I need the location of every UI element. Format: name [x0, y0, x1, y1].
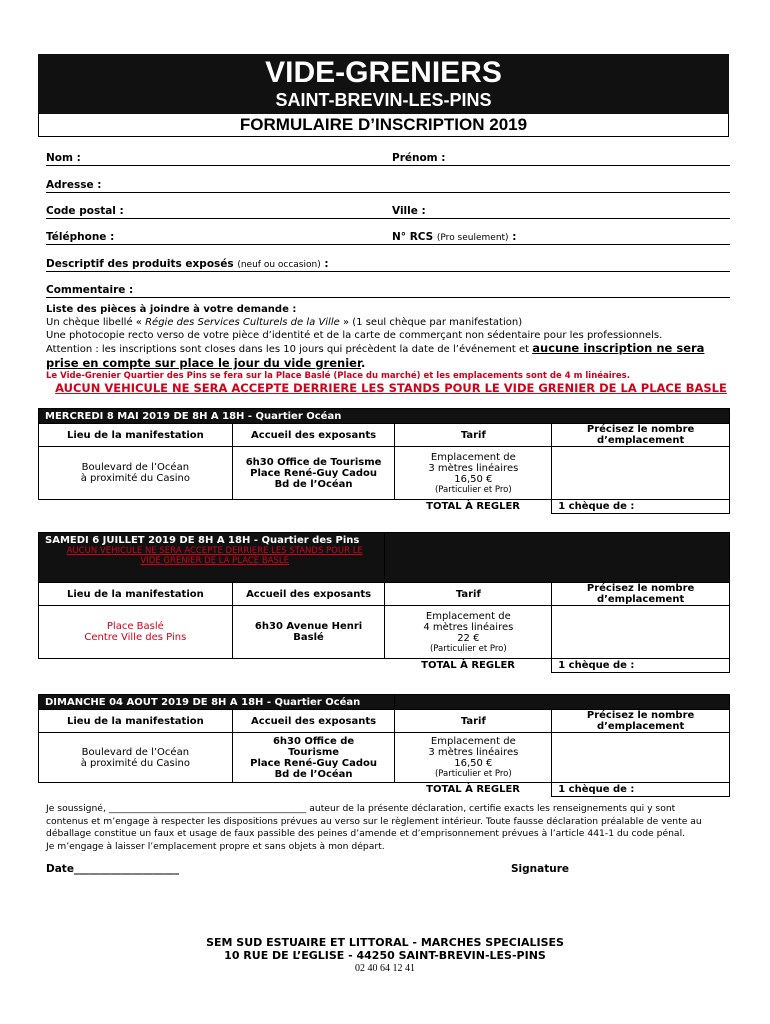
event-2-tarif [385, 606, 552, 659]
lieu-header: Lieu de la manifestation [39, 424, 233, 447]
tarif-header: Tarif [395, 424, 552, 447]
accueil-line: Place René-Guy Cadou [250, 467, 377, 479]
pieces-line-3c: prise en compte sur place le jour du vide grenier [46, 356, 361, 370]
nom-label: Nom : [46, 152, 81, 164]
lieu-line: Boulevard de l’Océan [81, 746, 190, 758]
pieces-section [46, 303, 736, 382]
rcs-text: N° RCS [392, 231, 434, 243]
tarif-line: Emplacement de [430, 736, 516, 747]
descriptif-note: (neuf ou occasion) [237, 260, 321, 270]
lieu-line: Centre Ville des Pins [84, 632, 187, 643]
descriptif-field[interactable] [46, 271, 730, 272]
rcs-note: (Pro seulement) [436, 233, 509, 243]
event-3-quantity-input[interactable] [552, 733, 730, 783]
spacer [39, 659, 233, 673]
declaration-line: Je soussigné, ___________________________________________ auteur de la présente déclaration, certifie exacts les renseignements qui y sont [46, 803, 676, 814]
tarif-line: Emplacement de [425, 610, 511, 622]
lieu-line: Place Baslé [106, 621, 164, 632]
event-table-1 [38, 408, 730, 514]
accueil-line: Place René-Guy Cadou [250, 757, 377, 769]
precisez-header: Précisez le nombre d’emplacement [552, 710, 730, 733]
adresse-field[interactable] [46, 192, 730, 193]
pieces-title: Liste des pièces à joindre à votre demande : [46, 304, 297, 315]
lieu-line: à proximité du Casino [80, 473, 190, 484]
event-3-tarif [395, 733, 552, 783]
event-3-lieu [39, 733, 233, 783]
event-table-2 [38, 532, 730, 673]
spacer [39, 500, 233, 514]
accueil-line: 6h30 Avenue Henri [254, 621, 363, 632]
accueil-line: Bd de l’Océan [274, 768, 353, 780]
event-2-warning-1: AUCUN VEHICULE NE SERA ACCEPTE DERRIERE LES STANDS POUR LE [66, 546, 363, 556]
event-1-total-label: TOTAL À REGLER [395, 500, 552, 514]
tarif-line: 3 mètres linéaires [428, 462, 519, 474]
accueil-header: Accueil des exposants [232, 710, 395, 733]
descriptif-label [46, 258, 329, 270]
lieu-header: Lieu de la manifestation [39, 710, 233, 733]
event-2-accueil [232, 606, 385, 659]
footer [0, 936, 770, 975]
tarif-note: (Particulier et Pro) [434, 484, 512, 495]
commentaire-field[interactable] [46, 297, 730, 298]
footer-line-1: SEM SUD ESTUAIRE ET LITTORAL - MARCHES SPECIALISES [206, 936, 564, 949]
event-3-accueil [232, 733, 395, 783]
precisez-header: Précisez le nombre d’emplacement [552, 424, 730, 447]
rcs-colon: : [512, 231, 517, 243]
tarif-line: 4 mètres linéaires [423, 621, 514, 633]
event-1-lieu [39, 447, 233, 500]
event-1-header: MERCREDI 8 MAI 2019 DE 8H A 18H - Quartier Océan [39, 409, 730, 424]
lieu-line: à proximité du Casino [80, 757, 190, 769]
event-1-accueil [232, 447, 395, 500]
event-3-cheque-field[interactable]: 1 chèque de : [552, 783, 730, 797]
event-3-header: DIMANCHE 04 AOUT 2019 DE 8H A 18H - Quartier Océan [39, 695, 395, 710]
descriptif-text: Descriptif des produits exposés [46, 258, 234, 270]
page-subtitle: SAINT-BREVIN-LES-PINS [275, 90, 492, 110]
tarif-note: (Particulier et Pro) [434, 769, 512, 779]
declaration-line: Je m’engage à laisser l’emplacement propre et sans objets à mon départ. [46, 840, 385, 852]
tarif-line: 22 € [457, 632, 480, 644]
form-header [38, 54, 729, 138]
descriptif-colon: : [324, 258, 329, 270]
prenom-label: Prénom : [392, 152, 446, 164]
pieces-line-3d: . [361, 356, 366, 370]
pieces-line-3a: Attention : les inscriptions sont closes dans les 10 jours qui précèdent la date de l’événement et [46, 344, 530, 355]
pins-note: Le Vide-Grenier Quartier des Pins se fera sur la Place Baslé (Place du marché) et les emplacements sont de 4 m linéaires. [46, 371, 630, 381]
lieu-header: Lieu de la manifestation [39, 583, 233, 606]
pieces-line-1 [46, 316, 736, 329]
event-2-quantity-input[interactable] [552, 606, 730, 659]
tarif-header: Tarif [385, 583, 552, 606]
declaration-line: déballage constitue un faux et usage de faux passible des peines d’amende et d’emprisonnement prévues à l’article 441-1 du code pénal. [46, 828, 686, 839]
pieces-line-1a: Un chèque libellé « [46, 317, 142, 328]
nom-field[interactable] [46, 165, 730, 166]
accueil-line: Baslé [293, 632, 324, 643]
pieces-line-3 [46, 342, 736, 356]
event-2-cheque-field[interactable]: 1 chèque de : [552, 659, 730, 673]
adresse-label: Adresse : [46, 179, 102, 191]
signature-field[interactable]: Signature [511, 863, 570, 875]
tarif-line: 16,50 € [454, 758, 493, 769]
spacer [39, 783, 233, 797]
event-1-tarif [395, 447, 552, 500]
event-2-header: SAMEDI 6 JUILLET 2019 DE 8H A 18H - Quartier des Pins [45, 535, 360, 546]
event-1-cheque-field[interactable]: 1 chèque de : [552, 500, 730, 514]
accueil-line: 6h30 Office de Tourisme [245, 456, 382, 468]
accueil-line: Bd de l’Océan [274, 478, 353, 490]
event-2-header-cell [39, 533, 385, 583]
header-banner [38, 54, 729, 114]
form-title: FORMULAIRE D’INSCRIPTION 2019 [38, 114, 729, 137]
footer-phone: 02 40 64 12 41 [355, 963, 415, 974]
accueil-line: 6h30 Office de [272, 735, 355, 747]
declaration-line: contenus et m’engage à respecter les dispositions prévues au verso sur le règlement intérieur. Toute fausse déclaration préalable de vente au [46, 815, 702, 827]
tarif-line: 3 mètres linéaires [428, 747, 519, 758]
event-2-warning-2: VIDE GRENIER DE LA PLACE BASLE [140, 556, 290, 566]
spacer [232, 659, 385, 673]
pieces-line-2: Une photocopie recto verso de votre pièce d’identité et de la carte de commerçant non sédentaire pour les professionnels. [46, 330, 663, 341]
precisez-header: Précisez le nombre d’emplacement [552, 583, 730, 606]
code-postal-label: Code postal : [46, 205, 124, 217]
event-2-lieu [39, 606, 233, 659]
pieces-line-3b: aucune inscription ne sera [532, 341, 705, 355]
telephone-field[interactable] [46, 244, 730, 245]
pieces-line-1c: » (1 seul chèque par manifestation) [342, 317, 523, 328]
event-3-total-label: TOTAL À REGLER [395, 783, 552, 797]
footer-line-2: 10 RUE DE L’EGLISE - 44250 SAINT-BREVIN-LES-PINS [224, 949, 546, 962]
accueil-header: Accueil des exposants [232, 583, 385, 606]
code-postal-field[interactable] [46, 218, 730, 219]
event-table-3 [38, 694, 730, 797]
spacer [232, 783, 395, 797]
ville-label: Ville : [392, 205, 426, 217]
rcs-label [392, 231, 516, 243]
event-2-header-dark [385, 533, 730, 583]
event-2-total-label: TOTAL À REGLER [385, 659, 552, 673]
pieces-line-4 [46, 356, 736, 370]
tarif-line: Emplacement de [430, 451, 516, 463]
page-title: VIDE-GRENIERS [265, 56, 502, 89]
tarif-note: (Particulier et Pro) [429, 643, 507, 654]
vehicle-warning: AUCUN VEHICULE NE SERA ACCEPTE DERRIERE LES STANDS POUR LE VIDE GRENIER DE LA PLACE BASLE [55, 381, 727, 395]
event-3-header-dark [395, 695, 730, 710]
accueil-header: Accueil des exposants [232, 424, 395, 447]
tarif-line: 16,50 € [454, 473, 493, 485]
date-field[interactable]: Date____________________ [46, 863, 179, 875]
event-1-quantity-input[interactable] [552, 447, 730, 500]
spacer [232, 500, 395, 514]
tarif-header: Tarif [395, 710, 552, 733]
declaration [46, 803, 736, 853]
accueil-line: Tourisme [288, 746, 340, 758]
commentaire-label: Commentaire : [46, 284, 134, 296]
telephone-label: Téléphone : [46, 231, 115, 243]
pieces-line-1b: Régie des Services Culturels de la Ville [145, 317, 340, 328]
lieu-line: Boulevard de l’Océan [81, 462, 190, 473]
